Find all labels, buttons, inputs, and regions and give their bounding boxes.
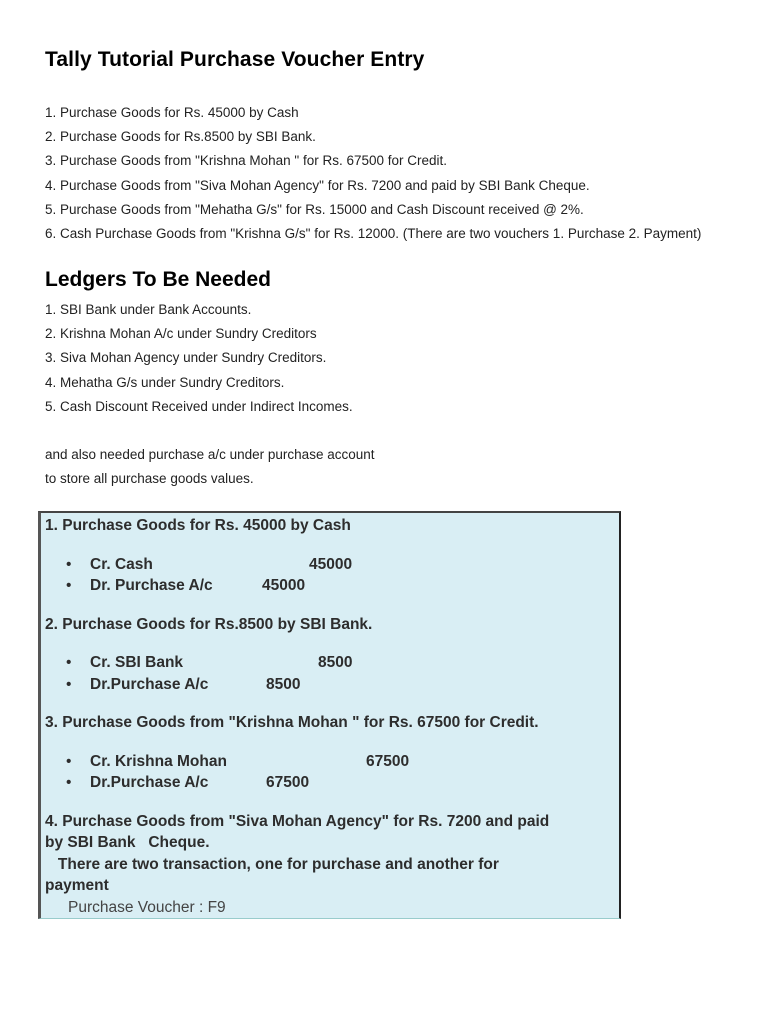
section-heading: 3. Purchase Goods from "Krishna Mohan " for Rs. 67500 for Credit. xyxy=(45,714,539,731)
entry-item xyxy=(45,772,613,794)
note-line: to store all purchase goods values. xyxy=(45,471,254,487)
entry-list xyxy=(45,652,613,695)
journal-entries-content xyxy=(45,515,613,918)
entry-item xyxy=(45,674,613,696)
ledger-item: 1. SBI Bank under Bank Accounts. xyxy=(45,302,252,317)
entry-list xyxy=(45,751,613,794)
entry-item xyxy=(45,575,613,597)
ledger-list xyxy=(45,298,353,419)
ledger-item: 2. Krishna Mohan A/c under Sundry Creditors xyxy=(45,326,317,342)
entry-label: Dr.Purchase A/c xyxy=(90,774,209,791)
ledgers-heading: Ledgers To Be Needed xyxy=(45,268,271,291)
voucher-label: Purchase Voucher : F9 xyxy=(68,898,226,916)
note-line: and also needed purchase a/c under purchase account xyxy=(45,447,375,462)
section-heading: 1. Purchase Goods for Rs. 45000 by Cash xyxy=(45,517,351,534)
section-heading-continued: by SBI Bank Cheque. xyxy=(45,834,210,851)
entry-label: Cr. SBI Bank xyxy=(90,654,184,671)
task-item: 2. Purchase Goods for Rs.8500 by SBI Bank. xyxy=(45,129,316,145)
entry-item xyxy=(45,751,613,773)
bullet-icon: • xyxy=(66,577,72,594)
ledger-item: 4. Mehatha G/s under Sundry Creditors. xyxy=(45,374,285,390)
entry-amount: 8500 xyxy=(318,654,353,671)
entry-amount: 45000 xyxy=(262,577,306,594)
note-paragraph xyxy=(45,443,374,491)
entry-list xyxy=(45,554,613,597)
bullet-icon: • xyxy=(66,752,72,770)
ledger-item: 3. Siva Mohan Agency under Sundry Creditors. xyxy=(45,350,327,366)
bullet-icon: • xyxy=(66,555,72,573)
section-heading: 2. Purchase Goods for Rs.8500 by SBI Bank. xyxy=(45,615,373,633)
page-title: Tally Tutorial Purchase Voucher Entry xyxy=(45,48,425,71)
task-item: 6. Cash Purchase Goods from "Krishna G/s" for Rs. 12000. (There are two vouchers 1. Purchase 2. Payment) xyxy=(45,226,702,242)
entry-amount: 45000 xyxy=(309,555,353,573)
entry-label: Dr.Purchase A/c xyxy=(90,675,209,693)
entry-amount: 67500 xyxy=(366,752,410,770)
section-note: There are two transaction, one for purchase and another for xyxy=(45,855,499,873)
task-item: 3. Purchase Goods from "Krishna Mohan " for Rs. 67500 for Credit. xyxy=(45,153,448,169)
section-note-continued: payment xyxy=(45,877,109,894)
entry-item xyxy=(45,554,613,576)
entry-item xyxy=(45,652,613,674)
task-item: 5. Purchase Goods from "Mehatha G/s" for Rs. 15000 and Cash Discount received @ 2%. xyxy=(45,201,584,217)
entry-label: Cr. Krishna Mohan xyxy=(90,752,227,770)
bullet-icon: • xyxy=(66,774,72,791)
entry-label: Dr. Purchase A/c xyxy=(90,577,213,594)
entry-amount: 67500 xyxy=(266,774,310,791)
task-item: 4. Purchase Goods from "Siva Mohan Agency" for Rs. 7200 and paid by SBI Bank Cheque. xyxy=(45,177,590,193)
section-heading: 4. Purchase Goods from "Siva Mohan Agency" for Rs. 7200 and paid xyxy=(45,812,550,830)
section-4 xyxy=(45,811,613,918)
entry-label: Cr. Cash xyxy=(90,555,153,573)
bullet-icon: • xyxy=(66,654,72,671)
bullet-icon: • xyxy=(66,675,72,693)
entry-amount: 8500 xyxy=(266,675,301,693)
journal-entries-box xyxy=(38,511,621,919)
task-item: 1. Purchase Goods for Rs. 45000 by Cash xyxy=(45,105,299,120)
task-list xyxy=(45,101,701,246)
ledger-item: 5. Cash Discount Received under Indirect Incomes. xyxy=(45,398,353,414)
